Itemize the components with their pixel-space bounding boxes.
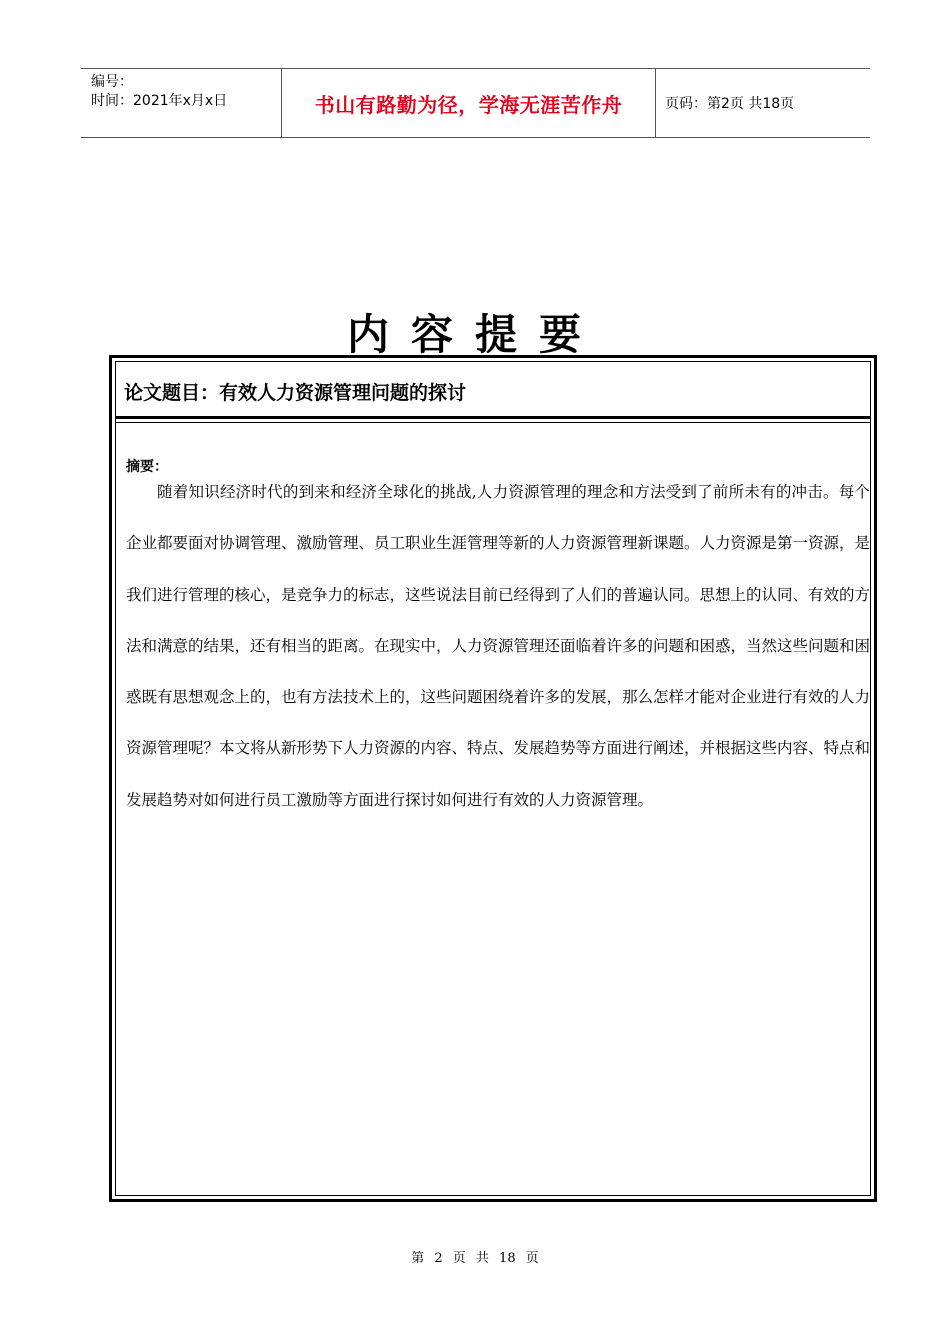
- page-title: 内容提要: [346, 310, 603, 359]
- header-page-info: 页码：第2页 共18页: [665, 96, 795, 112]
- header-meta: [81, 69, 281, 137]
- abstract-box: [109, 355, 877, 1202]
- topic-row: [116, 362, 870, 419]
- thesis-topic: 论文题目：有效人力资源管理问题的探讨: [124, 382, 467, 404]
- abstract-body: 随着知识经济时代的到来和经济全球化的挑战,人力资源管理的理念和方法受到了前所未有的冲击。每个企业都要面对协调管理、激励管理、员工职业生涯管理等新的人力资源管理新课题。人力资源是第一资源，是我们进行管理的核心，是竞争力的标志，这些说法目前已经得到了人们的普遍认同。思想上的认同、有效的方法和满意的结果，还有相当的距离。在现实中，人力资源管理还面临着许多的问题和困惑，当然这些问题和困惑既有思想观念上的，也有方法技术上的，这些问题困绕着许多的发展，那么怎样才能对企业进行有效的人力资源管理呢？本文将从新形势下人力资源的内容、特点、发展趋势等方面进行阐述，并根据这些内容、特点和发展趋势对如何进行员工激励等方面进行探讨如何进行有效的人力资源管理。: [126, 483, 871, 809]
- abstract-box-inner: [115, 361, 871, 1196]
- header-time-label: 时间：2021年x月x日: [91, 93, 228, 109]
- page-footer: 第 2 页 共 18 页: [411, 1251, 539, 1266]
- abstract-label: 摘要：: [126, 459, 168, 475]
- header-motto: 书山有路勤为径，学海无涯苦作舟: [281, 69, 656, 137]
- page-header: [81, 68, 870, 138]
- header-id-label: 编号：: [91, 74, 133, 90]
